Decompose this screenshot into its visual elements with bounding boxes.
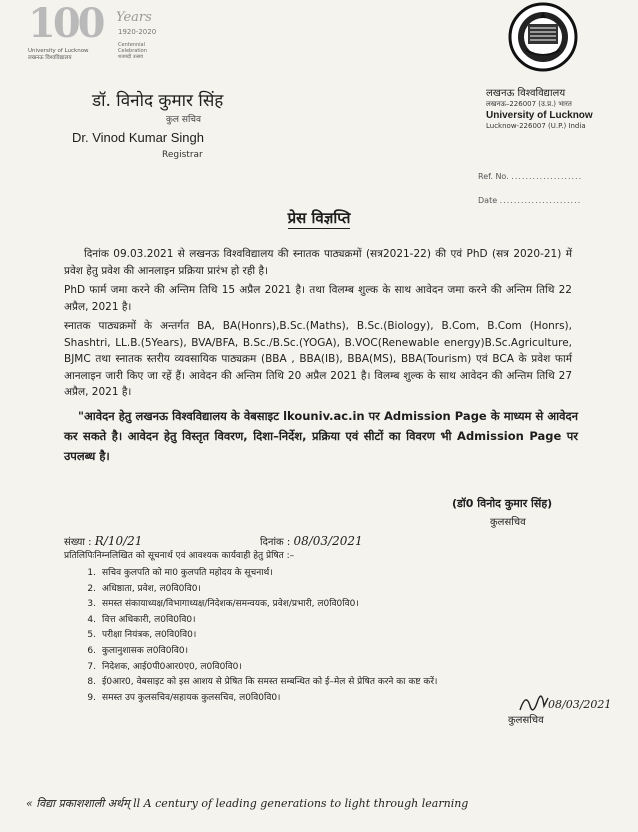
- list-item-number: 6.: [87, 645, 96, 656]
- list-item: [72, 628, 437, 644]
- university-address: [486, 88, 593, 132]
- list-item-number: 1.: [87, 568, 96, 578]
- signature-role: कुलसचिव: [490, 517, 526, 528]
- list-item-text: वित्त अधिकारी, ल0वि0वि0।: [102, 614, 196, 625]
- logo-number: 100: [28, 0, 103, 47]
- univ-name-english: University of Lucknow: [486, 110, 593, 121]
- list-item-text: समस्त उप कुलसचिव/सहायक कुलसचिव, ल0वि0वि0।: [102, 692, 281, 703]
- list-item-text: निदेशक, आई0पी0आर0ए0, ल0वि0वि0।: [102, 661, 242, 672]
- signature-date: 08/03/2021: [548, 698, 612, 711]
- univ-address-hindi: लखनऊ–226007 (उ.प्र.) भारत: [486, 100, 572, 108]
- list-item-number: 4.: [87, 614, 96, 625]
- list-item-text: ई0आर0, वेबसाइट को इस आशय से प्रेषित कि समस्त सम्बन्धित को ई–मेल से प्रेषित करने का कष्ट करें।: [102, 677, 438, 688]
- signature-name: (डॉ0 विनोद कुमार सिंह): [452, 497, 553, 510]
- logo-years: Years: [116, 10, 152, 25]
- centenary-logo: [28, 0, 168, 66]
- registrar-name-hindi: डॉ. विनोद कुमार सिंह: [92, 91, 224, 111]
- list-item-text: समस्त संकायाध्यक्ष/विभागाध्यक्ष/निदेशक/समन्वयक, प्रवेश/प्रभारी, ल0वि0वि0।: [102, 599, 359, 610]
- dinank-value: 08/03/2021: [293, 534, 363, 548]
- list-item: [72, 644, 437, 660]
- logo-range: 1920-2020: [118, 28, 157, 36]
- registrar-role-english: Registrar: [162, 150, 203, 160]
- date-field: Date .......................: [478, 196, 582, 205]
- list-item: [72, 675, 437, 691]
- dinank: दिनांक : 08/03/2021: [260, 534, 363, 548]
- list-item-text: कुलानुशासक ल0वि0वि0।: [102, 645, 189, 656]
- copy-to-heading: प्रतिलिपिःनिम्नलिखित को सूचनार्थ एवं आवश्यक कार्यवाही हेतु प्रेषित :–: [64, 551, 295, 561]
- list-item: [72, 566, 437, 582]
- logo-celebration: Centennial Celebration शताब्दी उत्सव: [118, 42, 147, 60]
- list-item-number: 3.: [87, 599, 96, 610]
- paragraph-1: दिनांक 09.03.2021 से लखनऊ विश्वविद्यालय की स्नातक पाठ्यक्रमों (सत्र2021-22) की एवं PhD (सत्र 2020-21) में प्रवेश हेतु प्रवेश की आनलाइन प्रक्रिया प्रारंभ हो रही है।: [64, 248, 572, 277]
- list-item-number: 8.: [87, 677, 96, 688]
- list-item-text: अधिष्ठाता, प्रवेश, ल0वि0वि0।: [102, 583, 201, 594]
- paragraph-4: "आवेदन हेतु लखनऊ विश्वविद्यालय के वेबसाइट lkouniv.ac.in पर Admission Page के माध्यम से आवेदन कर सकते है। आवेदन हेतु विस्तृत विवरण, दिशा–निर्देश, प्रक्रिया एवं सीटों का विवरण भी Admission Page पर उपलब्ध है।: [64, 409, 578, 463]
- univ-name-hindi: लखनऊ विश्वविद्यालय: [486, 88, 566, 99]
- copy-list: [72, 566, 437, 706]
- list-item: [72, 613, 437, 629]
- paragraph-2: PhD फार्म जमा करने की अन्तिम तिथि 15 अप्रैल 2021 है। तथा विलम्ब शुल्क के साथ आवेदन जमा करने की अन्तिम तिथि 22 अप्रैल, 2021 है।: [64, 284, 572, 313]
- univ-address-english: Lucknow-226007 (U.P.) India: [486, 122, 586, 130]
- list-item-number: 2.: [87, 583, 96, 594]
- registrar-role-hindi: कुल सचिव: [166, 115, 202, 125]
- ref-no: Ref. No. ....................: [478, 172, 583, 181]
- sankhya: संख्या : R/10/21: [64, 534, 143, 548]
- list-item-number: 9.: [87, 692, 96, 703]
- paragraph-3: स्नातक पाठ्यक्रमों के अन्तर्गत BA, BA(Honrs),B.Sc.(Maths), B.Sc.(Biology), B.Com, B.Com (Honrs), Shashtri, LL.B.(5Years), BVA/BFA, B.Sc./B.Sc.(YOGA), B.VOC(Renewable energy)B.Sc.Agriculture, BJMC तथा स्नातक स्तरीय व्यवसायिक पाठ्यक्रम (BBA , BBA(IB), BBA(MS), BBA(Tourism) एवं BCA के प्रवेश फार्म आनलाइन जारी किए जा रहें हैं। आवेदन की अन्तिम तिथि 20 अप्रैल 2021 है। विलम्ब शुल्क के साथ आवेदन की अन्तिम तिथि 27 अप्रैल, 2021 है।: [64, 320, 572, 398]
- list-item-number: 7.: [87, 661, 96, 672]
- registrar-name-english: Dr. Vinod Kumar Singh: [72, 130, 204, 145]
- list-item-text: परीक्षा नियंत्रक, ल0वि0वि0।: [102, 630, 197, 641]
- page-title: प्रेस विज्ञप्ति: [287, 209, 351, 227]
- signature-role-2: कुलसचिव: [508, 715, 544, 726]
- list-item: [72, 597, 437, 613]
- list-item: [72, 660, 437, 676]
- list-item-text: सचिव कुलपति को मा0 कुलपति महोदय के सूचनार्थ।: [102, 568, 273, 578]
- list-item: [72, 582, 437, 598]
- footer-motto: « विद्या प्रकाशशाली अर्थम् ll A century of leading generations to light through learning: [26, 797, 469, 810]
- logo-university: University of Lucknow लखनऊ विश्वविद्यालय: [28, 48, 89, 61]
- university-seal-icon: [508, 2, 578, 72]
- list-item-number: 5.: [87, 630, 96, 641]
- sankhya-value: R/10/21: [94, 534, 143, 548]
- list-item: [72, 691, 437, 707]
